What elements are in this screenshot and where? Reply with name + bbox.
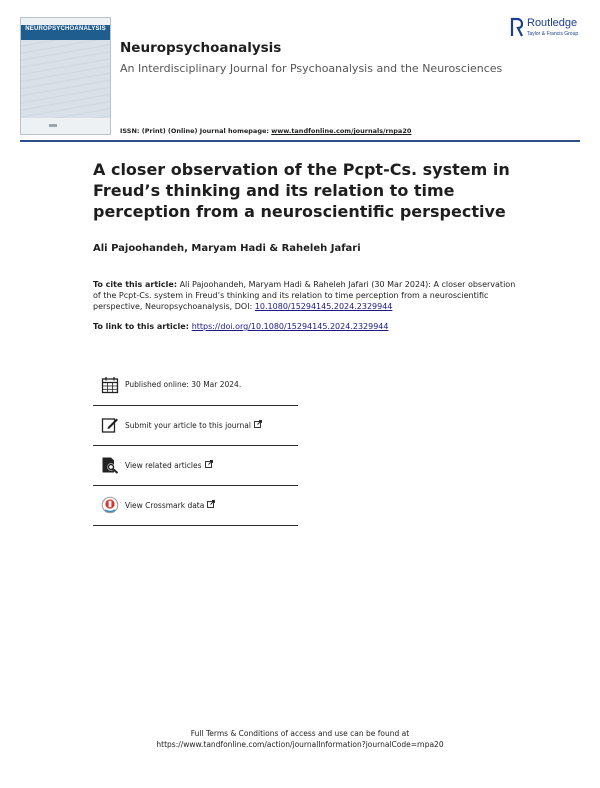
external-link-icon [205,460,213,470]
published-online-text: Published online: 30 Mar 2024. [125,380,242,389]
submit-article-label: Submit your article to this journal [125,421,251,430]
journal-title: Neuropsychoanalysis [120,40,282,56]
journal-subtitle: An Interdisciplinary Journal for Psychoanalysis and the Neurosciences [120,62,503,75]
journal-cover-image [20,17,111,135]
article-link-block [93,321,523,332]
routledge-logo [510,16,596,42]
crossmark-label: View Crossmark data [125,501,205,510]
edit-document-icon [101,416,119,434]
citation-block [93,279,523,312]
published-online-row [93,366,298,406]
publisher-tagline: Taylor & Francis Group [527,31,579,37]
crossmark-link[interactable] [125,500,215,510]
calendar-icon [101,376,119,394]
journal-homepage-link[interactable]: www.tandfonline.com/journals/rnpa20 [271,127,412,135]
external-link-icon [254,420,262,430]
related-articles-link[interactable] [125,460,213,470]
article-doi-url[interactable]: https://doi.org/10.1080/15294145.2024.2329944 [191,322,389,331]
citation-label: To cite this article: [93,280,178,289]
related-articles-row[interactable] [93,446,298,486]
citation-text: Ali Pajoohandeh, Maryam Hadi & Raheleh Jafari (30 Mar 2024): A closer observation of the Pcpt-Cs. system in Freud’s thinking and its relation to time perception from a neuroscientific perspective, Neuropsychoanalysis, DOI: [93,280,516,311]
publisher-name: Routledge [527,17,578,29]
cover-title: NEUROPSYCHOANALYSIS [25,26,106,32]
footer-terms-link[interactable]: https://www.tandfonline.com/action/journalInformation?journalCode=rnpa20 [156,740,444,749]
related-articles-icon [101,456,119,474]
article-title: A closer observation of the Pcpt-Cs. system in Freud’s thinking and its relation to time perception from a neuroscientific perspective [93,160,510,221]
issn-line [120,127,411,135]
footer-terms-text: Full Terms & Conditions of access and use can be found at [190,729,410,738]
crossmark-row[interactable] [93,486,298,526]
issn-label: ISSN: (Print) (Online) Journal homepage: [120,127,272,135]
article-link-label: To link to this article: [93,322,192,331]
routledge-mark-icon [510,16,524,38]
external-link-icon [207,500,215,510]
related-articles-label: View related articles [125,461,202,470]
article-authors: Ali Pajoohandeh, Maryam Hadi & Raheleh Jafari [93,243,361,254]
crossmark-icon [101,496,119,514]
submit-article-link[interactable] [125,420,262,430]
submit-article-row[interactable] [93,406,298,446]
header-divider [20,140,580,142]
doi-link[interactable]: 10.1080/15294145.2024.2329944 [254,302,393,311]
